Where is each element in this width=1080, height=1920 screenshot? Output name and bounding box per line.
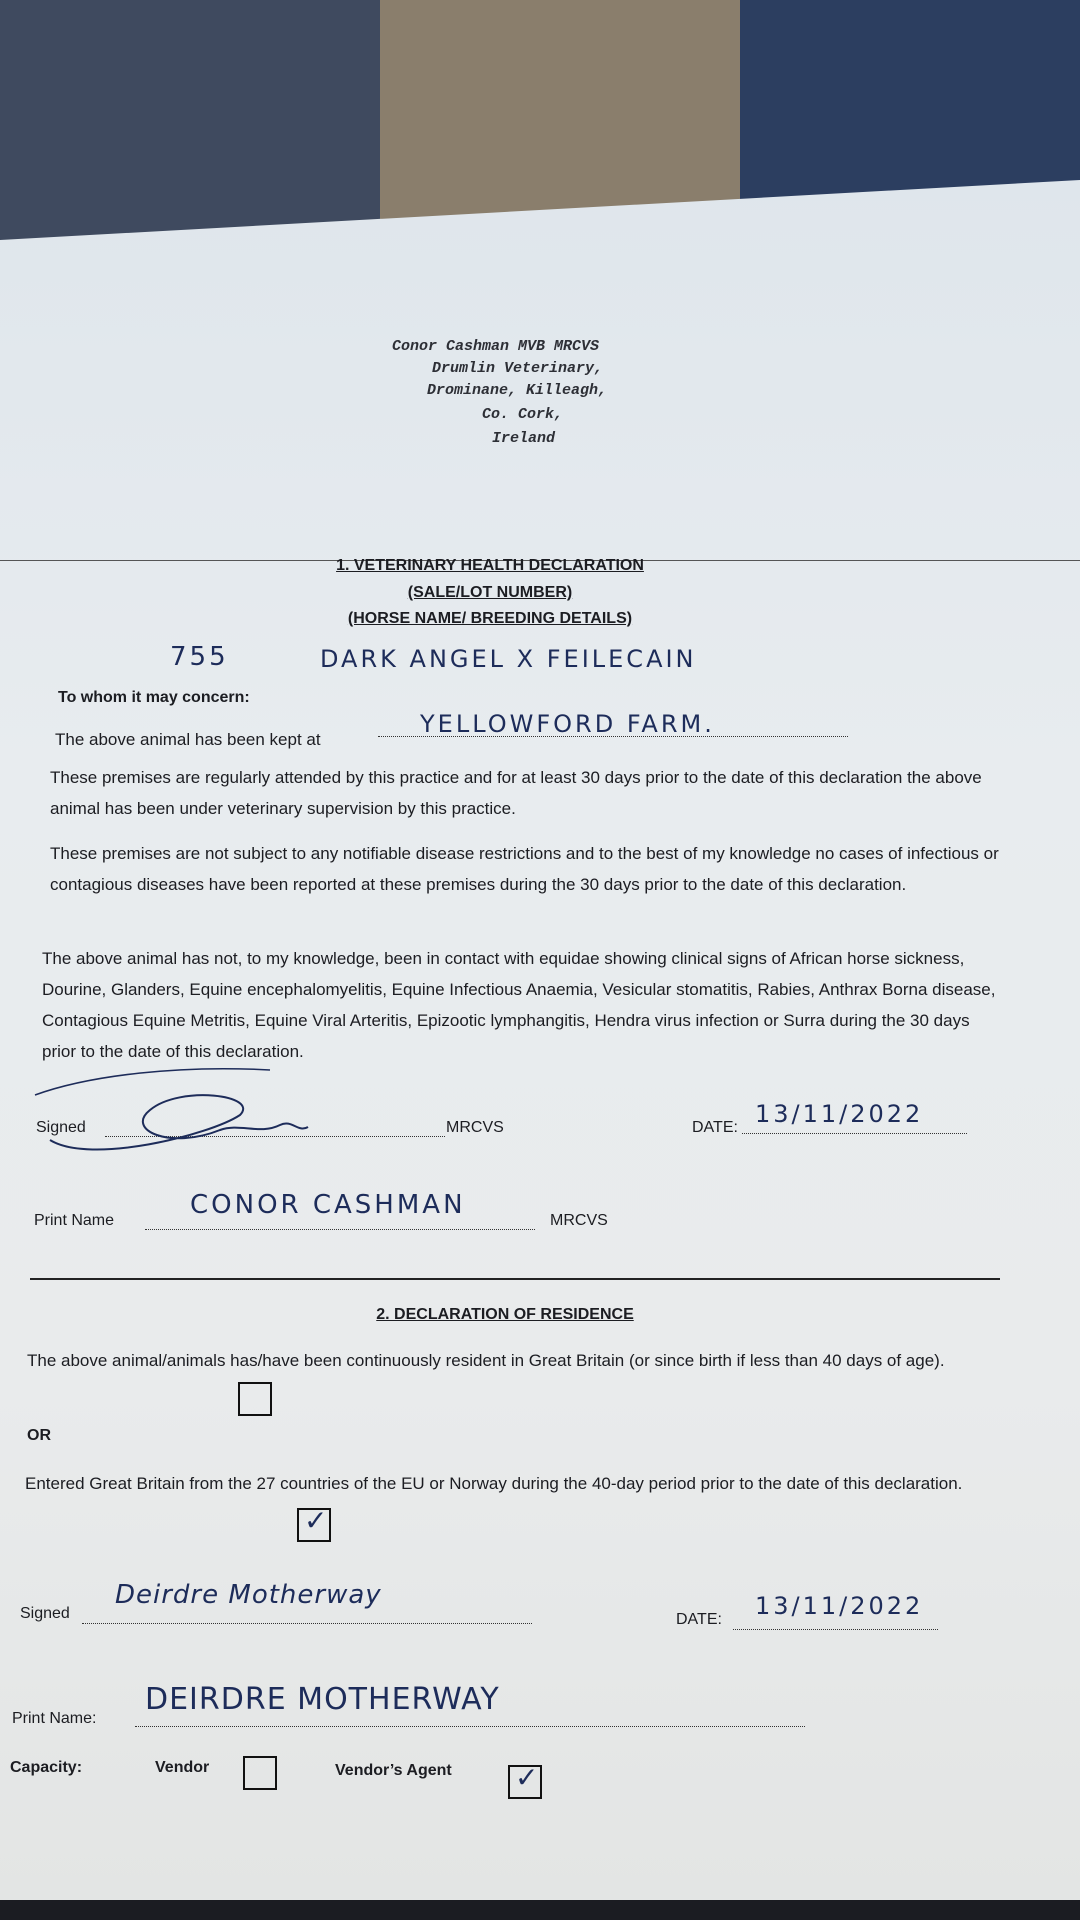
vet-signature-scribble xyxy=(30,1055,330,1165)
horse-name-handwritten: DARK ANGEL X FEILECAIN xyxy=(320,645,697,673)
section2-print-name-handwritten: DEIRDRE MOTHERWAY xyxy=(145,1682,500,1717)
section2-date-line xyxy=(733,1628,938,1630)
horse-name-heading: (HORSE NAME/ BREEDING DETAILS) xyxy=(347,610,633,627)
kept-at-label: The above animal has been kept at xyxy=(55,730,321,749)
section2-date-handwritten: 13/11/2022 xyxy=(755,1592,924,1620)
vendors-agent-tick: ✓ xyxy=(515,1762,539,1793)
residence-option-2-tick: ✓ xyxy=(304,1505,328,1536)
residence-option-1-checkbox[interactable] xyxy=(238,1382,272,1416)
section1-date-label: DATE: xyxy=(692,1119,738,1136)
address-line-1: Drominane, Killeagh, xyxy=(427,382,608,399)
section1-signed-label: Signed xyxy=(36,1119,86,1136)
vendors-agent-checkbox[interactable] xyxy=(508,1762,542,1799)
section2-signature-line xyxy=(82,1622,532,1624)
background-surface xyxy=(380,0,780,230)
disease-contact-paragraph: The above animal has not, to my knowledge, been in contact with equidae showing clinical signs of African horse sickness, Dourine, Glanders, Equine encephalomyelitis, Equine Infectious Anaemia, Vesicular stomatitis, Rabies, Anthrax Borna disease, Contagious Equine Metritis, Equine Viral Arteritis, Epizootic lymphangitis, Hendra virus infection or Surra during the 30 days prior to the date of this declaration. xyxy=(42,949,996,1061)
kept-at-handwritten: YELLOWFORD FARM. xyxy=(420,710,715,738)
vet-name: Conor Cashman MVB MRCVS xyxy=(392,338,600,355)
section2-print-name-line xyxy=(135,1725,805,1727)
section1-date-line xyxy=(742,1132,967,1134)
section2-date-label: DATE: xyxy=(676,1611,722,1628)
section1-mrcvs-label: MRCVS xyxy=(446,1119,504,1136)
section1-title: 1. VETERINARY HEALTH DECLARATION xyxy=(336,557,644,574)
address-country: Ireland xyxy=(492,430,556,447)
address-line-2: Co. Cork, xyxy=(482,406,564,423)
section2-print-name-label: Print Name: xyxy=(12,1710,97,1727)
sale-lot-heading: (SALE/LOT NUMBER) xyxy=(407,584,573,601)
section2-signed-label: Signed xyxy=(20,1605,70,1622)
lot-number-handwritten: 755 xyxy=(170,642,229,672)
residence-option-1: The above animal/animals has/have been continuously resident in Great Britain (or since birth if less than 40 days of age). xyxy=(27,1351,945,1370)
residence-option-2: Entered Great Britain from the 27 countries of the EU or Norway during the 40-day period prior to the date of this declaration. xyxy=(25,1474,963,1493)
section2-title: 2. DECLARATION OF RESIDENCE xyxy=(376,1306,634,1323)
section-divider xyxy=(30,1278,1000,1280)
section1-print-name-line xyxy=(145,1228,535,1230)
supervision-paragraph: These premises are regularly attended by this practice and for at least 30 days prior to the date of this declaration the above animal has been under veterinary supervision by this practice. xyxy=(50,768,982,818)
capacity-label: Capacity: xyxy=(10,1759,83,1776)
section2-signature-handwritten: Deirdre Motherway xyxy=(115,1580,382,1610)
background-fabric-left xyxy=(0,0,420,240)
section1-date-handwritten: 13/11/2022 xyxy=(755,1100,924,1128)
practice-name: Drumlin Veterinary, xyxy=(432,360,604,377)
vendors-agent-label: Vendor’s Agent xyxy=(335,1762,452,1779)
vendor-checkbox[interactable] xyxy=(243,1756,277,1790)
section1-print-mrcvs-label: MRCVS xyxy=(550,1212,608,1229)
section1-print-name-handwritten: CONOR CASHMAN xyxy=(190,1190,466,1220)
or-label: OR xyxy=(27,1427,51,1444)
residence-option-2-checkbox[interactable] xyxy=(297,1505,331,1542)
greeting: To whom it may concern: xyxy=(58,689,250,706)
vendor-label: Vendor xyxy=(155,1759,210,1776)
no-restrictions-paragraph: These premises are not subject to any notifiable disease restrictions and to the best of my knowledge no cases of infectious or contagious diseases have been reported at these premises during the 30 days prior to the date of this declaration. xyxy=(50,844,999,894)
section1-print-name-label: Print Name xyxy=(34,1212,115,1229)
